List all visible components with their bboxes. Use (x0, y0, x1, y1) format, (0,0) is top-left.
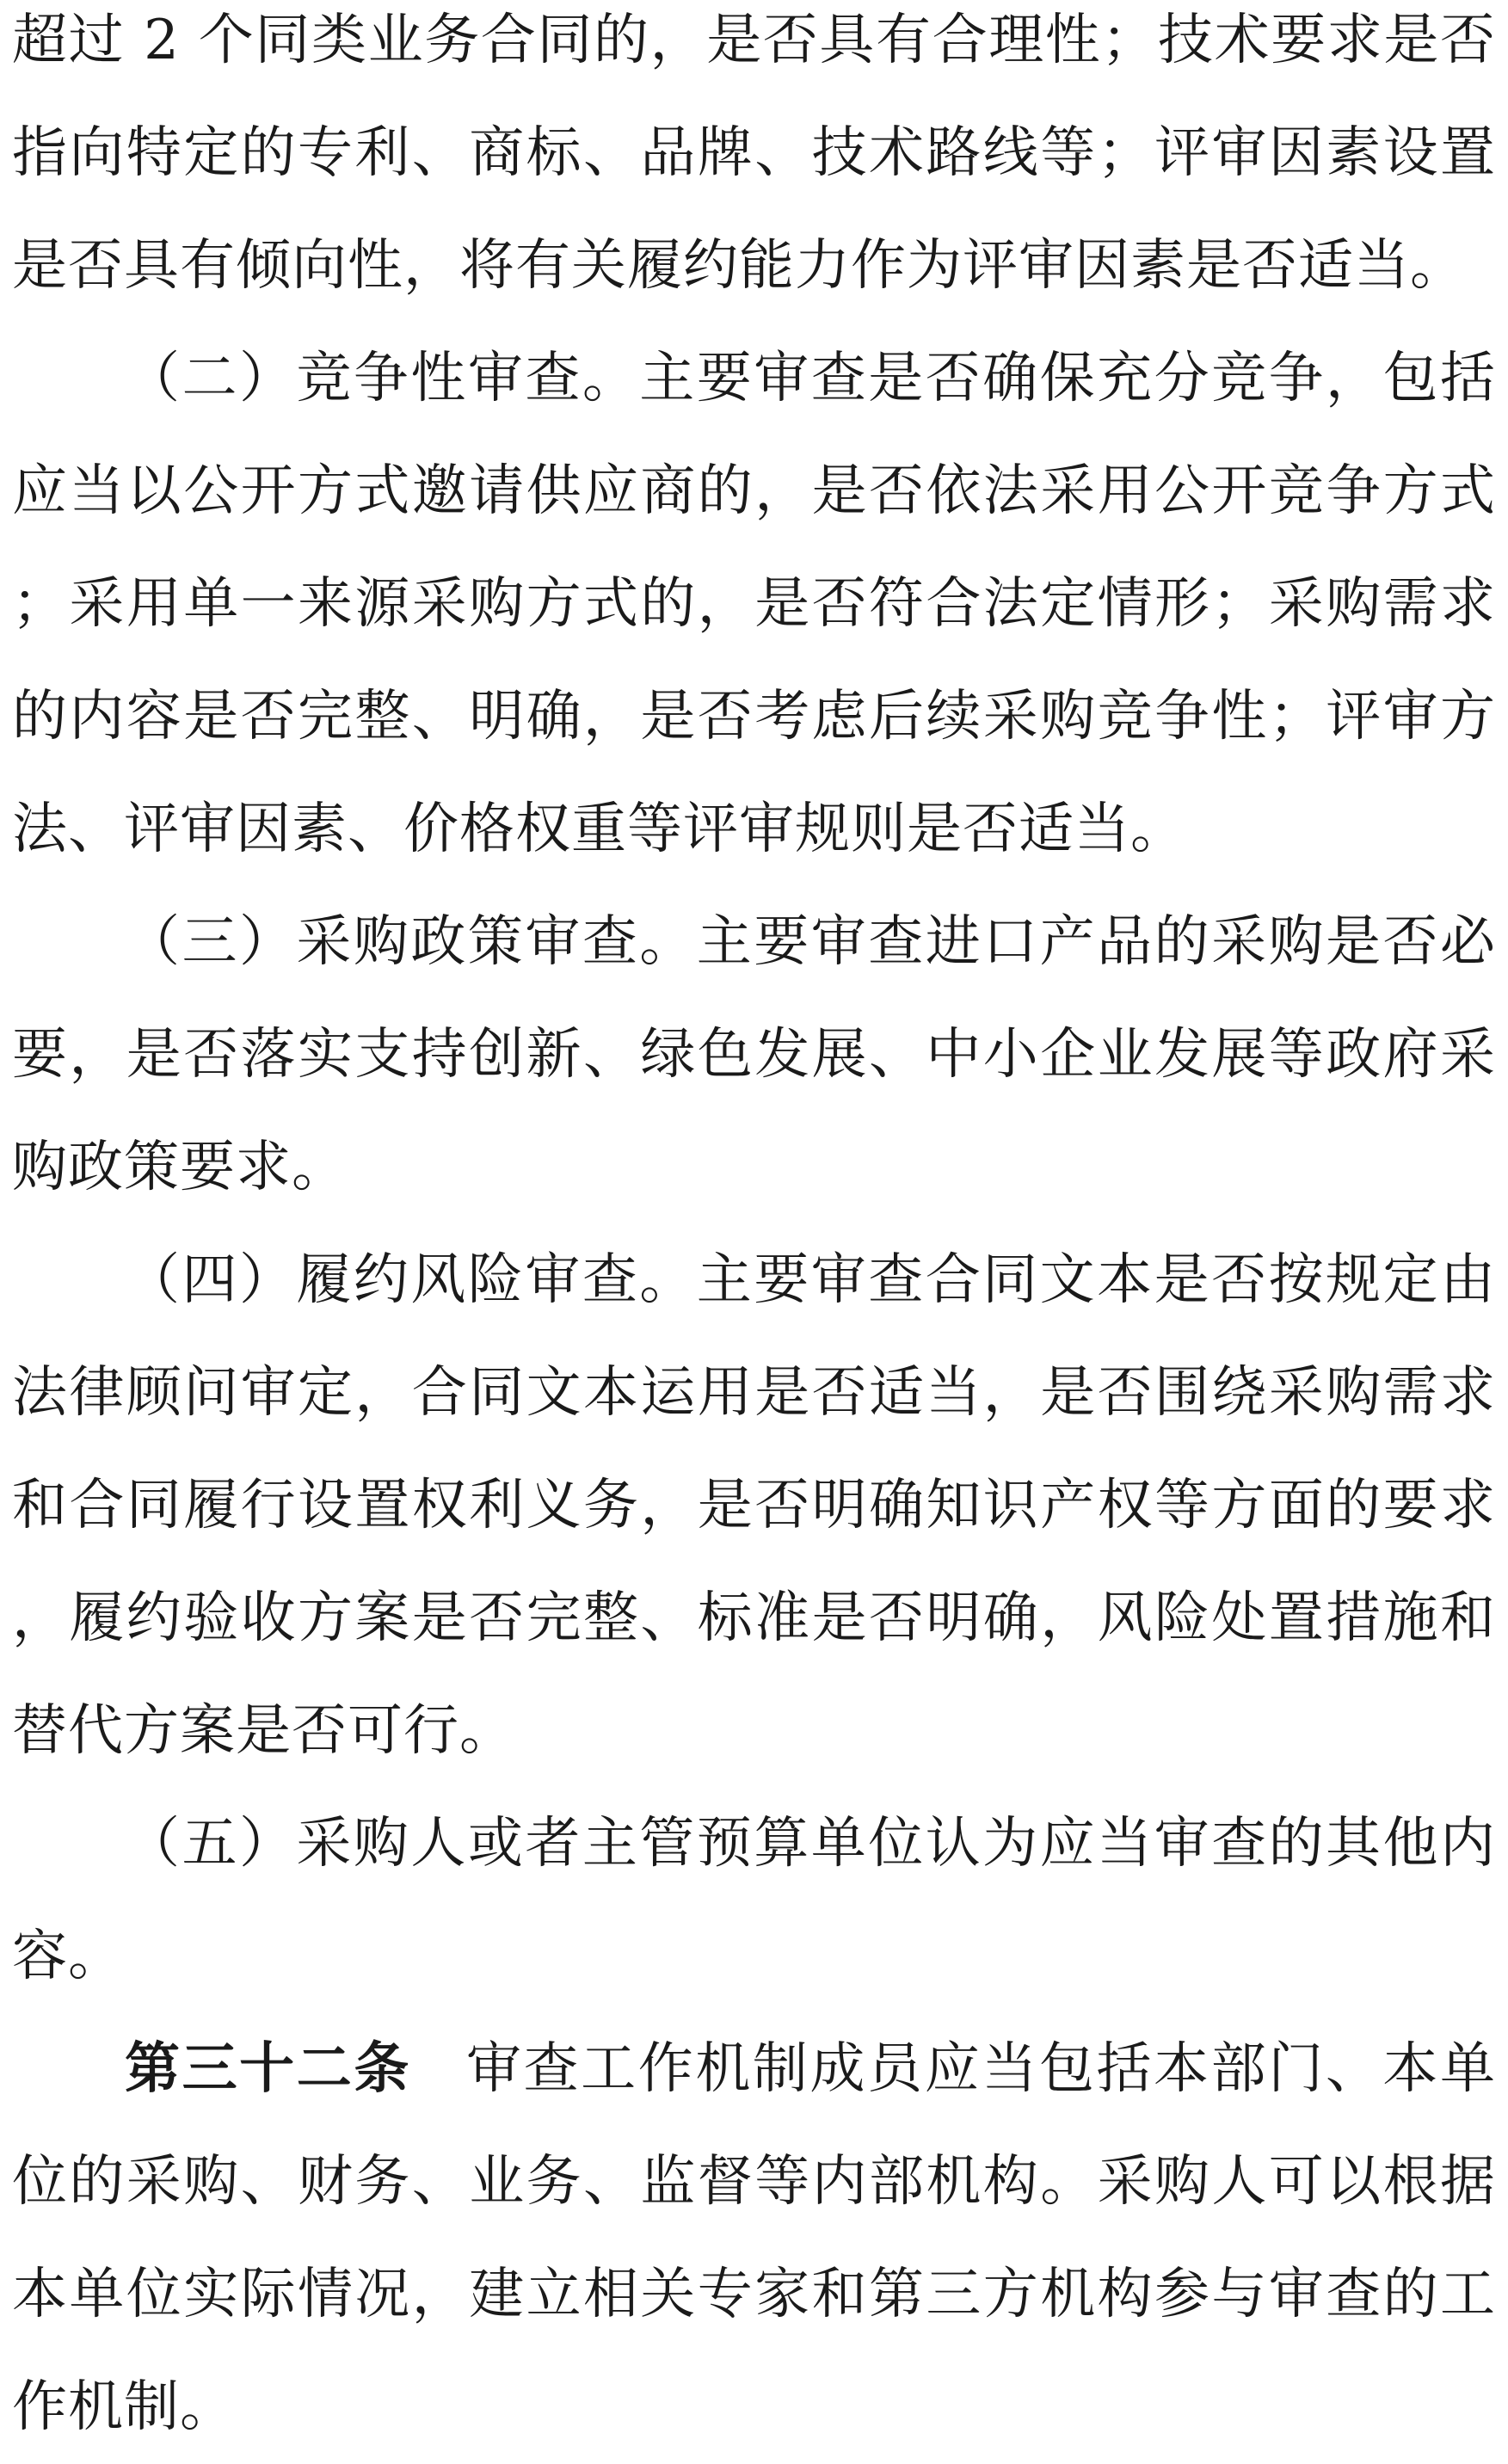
article-number: 第三十二条 (125, 2037, 411, 2101)
paragraph-competition-review: （二）竞争性审查。主要审查是否确保充分竞争，包括应当以公开方式邀请供应商的，是否依法采用公开竞争方式；采用单一来源采购方式的，是否符合法定情形；采购需求的内容是否完整、明确，是否考虑后续采购竞争性；评审方法、评审因素、价格权重等评审规则是否适当。 (12, 347, 1496, 861)
paragraph-continuation: 超过 2 个同类业务合同的，是否具有合理性；技术要求是否指向特定的专利、商标、品牌、技术路线等；评审因素设置是否具有倾向性，将有关履约能力作为评审因素是否适当。 (12, 9, 1496, 298)
document-page (12, 0, 1496, 2464)
article-body: 审查工作机制成员应当包括本部门、本单位的采购、财务、业务、监督等内部机构。采购人可以根据本单位实际情况，建立相关专家和第三方机构参与审查的工作机制。 (12, 2037, 1497, 2439)
paragraph-performance-risk-review: （四）履约风险审查。主要审查合同文本是否按规定由法律顾问审定，合同文本运用是否适当，是否围绕采购需求和合同履行设置权利义务，是否明确知识产权等方面的要求，履约验收方案是否完整、标准是否明确，风险处置措施和替代方案是否可行。 (12, 1248, 1496, 1763)
paragraph-policy-review: （三）采购政策审查。主要审查进口产品的采购是否必要，是否落实支持创新、绿色发展、中小企业发展等政府采购政策要求。 (12, 910, 1496, 1199)
paragraph-other-content: （五）采购人或者主管预算单位认为应当审查的其他内容。 (12, 1812, 1496, 1988)
article-32 (12, 2013, 1496, 2464)
